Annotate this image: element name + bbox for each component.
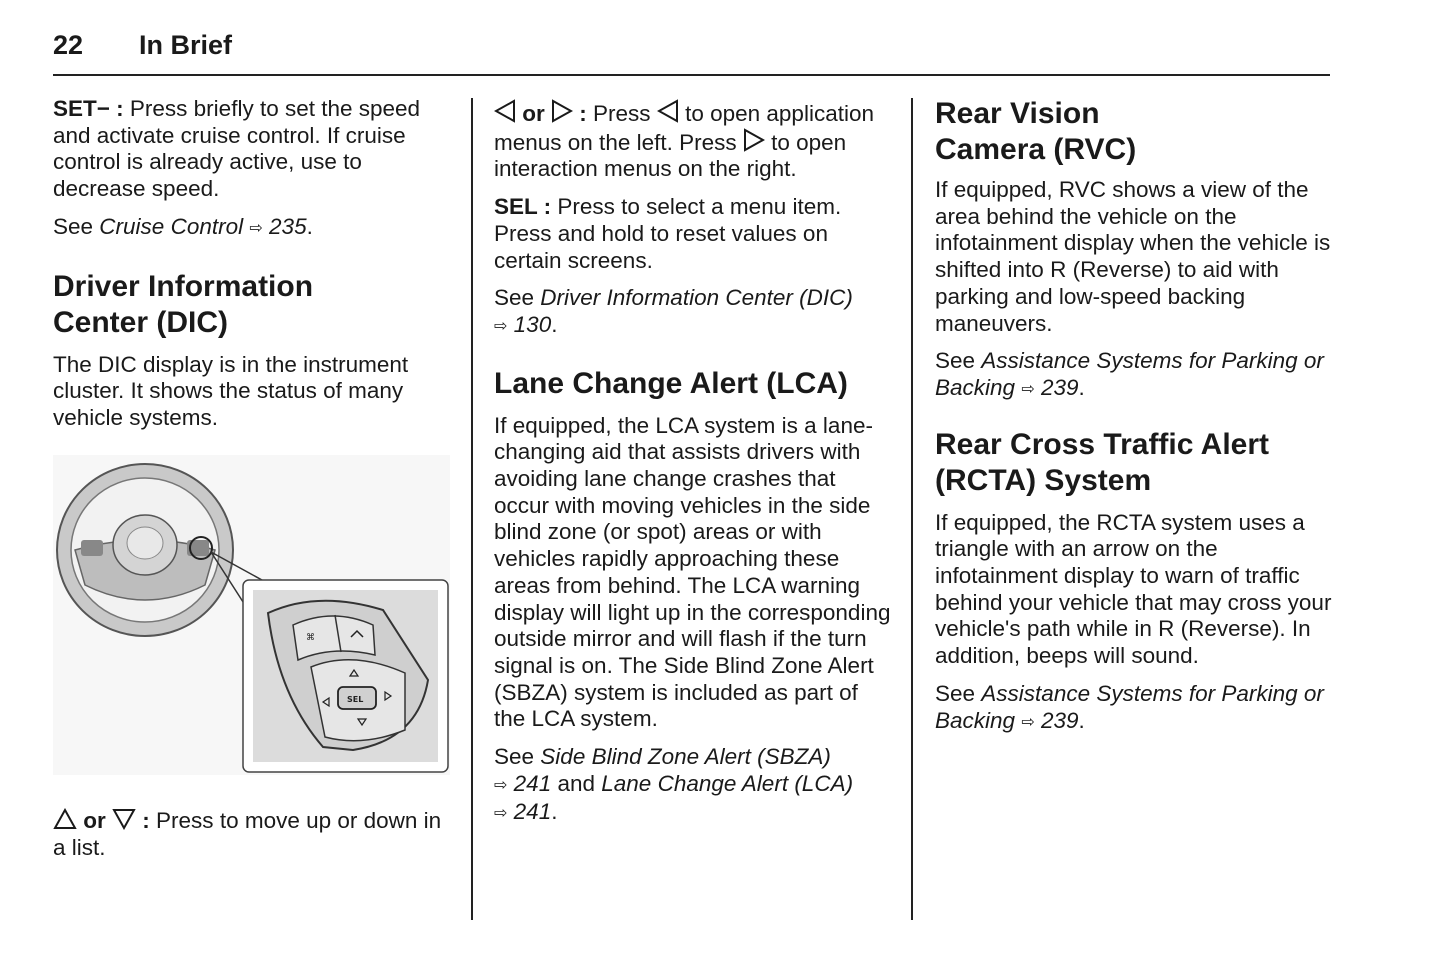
parking-link[interactable]: Assistance Systems for Parking or Backing xyxy=(935,348,1324,400)
steering-wheel-figure xyxy=(53,455,450,775)
svg-text:⌘: ⌘ xyxy=(306,633,315,643)
or-label: or xyxy=(83,808,106,833)
left-triangle-icon xyxy=(494,99,516,123)
colon-label: : xyxy=(142,808,150,833)
and-label: and xyxy=(551,770,602,796)
dic-heading xyxy=(53,269,453,341)
page-ref-icon: ⇨ xyxy=(1021,380,1035,398)
see-label: See xyxy=(53,213,100,239)
rcta-paragraph: If equipped, the RCTA system uses a triangle with an arrow on the infotainment display to warn of traffic behind your vehicle that may cross your vehicle's path while in R (Reverse). In addition, beeps will sound. xyxy=(935,509,1332,669)
right-triangle-icon xyxy=(551,99,573,123)
page-ref-icon: ⇨ xyxy=(494,805,508,823)
parking-page[interactable]: 239 xyxy=(1040,374,1079,400)
left-right-paragraph xyxy=(494,99,894,183)
left-triangle-icon xyxy=(657,99,679,123)
lr-text-2: to open application menus on the left. Press xyxy=(494,101,874,155)
updown-text: Press to move up or down in a list. xyxy=(53,808,442,860)
set-minus-paragraph xyxy=(53,96,453,203)
sbza-link[interactable]: Side Blind Zone Alert (SBZA) xyxy=(540,744,831,770)
dic-heading-line1: Driver Information xyxy=(53,269,314,303)
sel-paragraph xyxy=(494,194,894,274)
lr-text-3: to open interaction menus on the right. xyxy=(494,129,847,182)
column-divider-1 xyxy=(471,98,473,920)
left-controls xyxy=(81,540,103,556)
see-label: See xyxy=(935,680,982,706)
dic-heading-line2: Center (DIC) xyxy=(53,305,229,339)
column-2 xyxy=(494,99,894,839)
see-cruise-control: See Cruise Control ⇨ 235. xyxy=(53,214,453,243)
set-minus-text: Press briefly to set the speed and activate cruise control. If cruise control is already active, use to decrease speed. xyxy=(53,96,421,202)
see-label: See xyxy=(494,744,541,770)
dic-link[interactable]: Driver Information Center (DIC) xyxy=(540,285,853,311)
rvc-heading xyxy=(935,96,1335,168)
or-label: or xyxy=(522,101,545,126)
up-triangle-icon xyxy=(53,808,77,830)
sel-text: Press to select a menu item. Press and hold to reset values on certain screens. xyxy=(494,194,842,273)
parking-page[interactable]: 239 xyxy=(1040,707,1079,733)
rcta-heading-line1: Rear Cross Traffic Alert xyxy=(935,427,1270,461)
sel-label: SEL : xyxy=(494,194,552,220)
down-triangle-icon xyxy=(112,808,136,830)
rcta-heading xyxy=(935,427,1335,499)
see-label: See xyxy=(494,285,541,311)
see-dic: See Driver Information Center (DIC) ⇨ 130. xyxy=(494,285,894,340)
colon-label: : xyxy=(579,101,587,126)
cruise-control-page[interactable]: 235 xyxy=(269,213,307,239)
see-sbza-lca: See Side Blind Zone Alert (SBZA) ⇨ 241 and Lane Change Alert (LCA) ⇨ 241. xyxy=(494,744,894,828)
column-3 xyxy=(935,96,1335,747)
section-title: In Brief xyxy=(139,30,233,60)
sel-button-label: SEL xyxy=(347,695,364,704)
cruise-control-link[interactable]: Cruise Control xyxy=(99,213,244,239)
rvc-paragraph: If equipped, RVC shows a view of the area behind the vehicle on the infotainment display when the vehicle is shifted into R (Reverse) to aid with parking and low-speed backing maneuvers. xyxy=(935,177,1331,336)
page-ref-icon: ⇨ xyxy=(494,776,508,794)
lca-link[interactable]: Lane Change Alert (LCA) xyxy=(601,770,854,796)
lca-paragraph: If equipped, the LCA system is a lane-changing aid that assists drivers with avoiding lane change crashes that occur with moving vehicles in the side blind zone (or spot) areas or with vehicles rapidly approaching these areas from behind. The LCA warning display will light up in the corresponding outside mirror and will flash if the turn signal is on. The Side Blind Zone Alert (SBZA) system is included as part of the LCA system. xyxy=(494,412,891,732)
updown-paragraph-wrap xyxy=(53,808,453,872)
set-minus-label: SET− : xyxy=(53,96,124,121)
page-ref-icon: ⇨ xyxy=(249,219,263,237)
column-divider-2 xyxy=(911,98,913,920)
rvc-heading-line1: Rear Vision xyxy=(935,97,1100,130)
dic-paragraph: The DIC display is in the instrument cluster. It shows the status of many vehicle systems. xyxy=(53,351,409,430)
page-ref-icon: ⇨ xyxy=(1021,713,1035,731)
updown-paragraph xyxy=(53,808,453,861)
see-label: See xyxy=(935,348,982,374)
rcta-heading-line2: (RCTA) System xyxy=(935,463,1152,497)
dic-page[interactable]: 130 xyxy=(513,311,552,337)
see-parking-1: See Assistance Systems for Parking or Backing ⇨ 239. xyxy=(935,348,1335,403)
page-header xyxy=(53,30,1330,76)
sbza-page[interactable]: 241 xyxy=(513,770,552,796)
lr-text-1: Press xyxy=(586,101,657,126)
right-triangle-icon xyxy=(743,128,765,152)
page-ref-icon: ⇨ xyxy=(494,317,508,335)
lca-heading: Lane Change Alert (LCA) xyxy=(494,366,848,400)
lca-page[interactable]: 241 xyxy=(513,799,552,825)
rvc-heading-line2: Camera (RVC) xyxy=(935,133,1137,166)
see-parking-2: See Assistance Systems for Parking or Backing ⇨ 239. xyxy=(935,681,1335,736)
page-number: 22 xyxy=(53,30,84,60)
column-1 xyxy=(53,96,453,443)
parking-link[interactable]: Assistance Systems for Parking or Backing xyxy=(935,680,1324,733)
